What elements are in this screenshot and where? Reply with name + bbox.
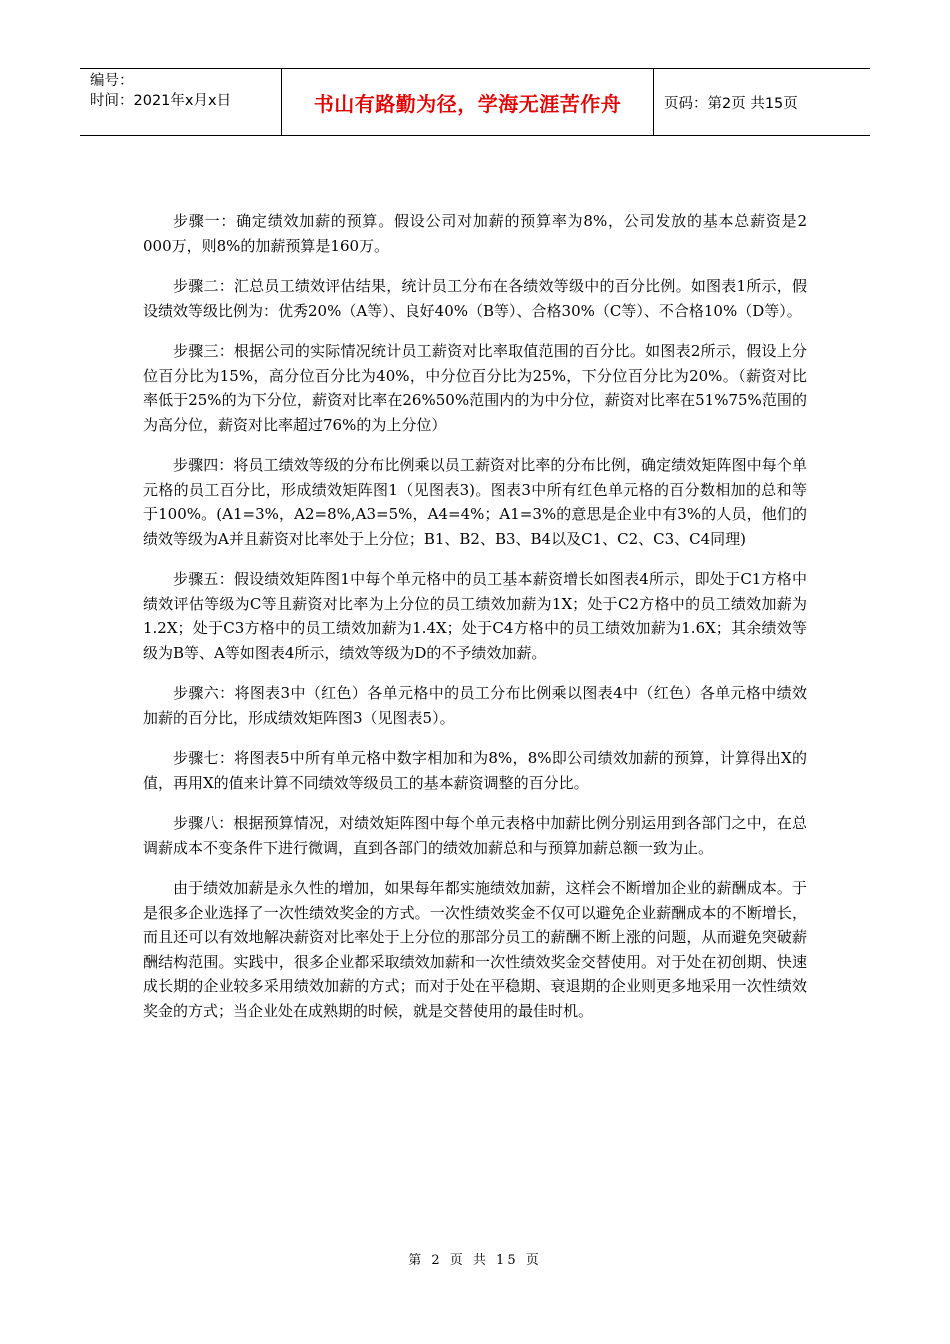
paragraph-step-3: 步骤三：根据公司的实际情况统计员工薪资对比率取值范围的百分比。如图表2所示，假设上分位百分比为15%，高分位百分比为40%，中分位百分比为25%，下分位百分比为20%。（薪资对比率低于25%的为下分位，薪资对比率在26%50%范围内的为中分位，薪资对比率在51%75%范围的为高分位，薪资对比率超过76%的为上分位）: [143, 342, 807, 434]
page-header: [80, 68, 870, 136]
document-body: [143, 209, 807, 1039]
paragraph-step-6: 步骤六：将图表3中（红色）各单元格中的员工分布比例乘以图表4中（红色）各单元格中绩效加薪的百分比，形成绩效矩阵图3（见图表5）。: [143, 684, 807, 727]
document-number-label: 编号：: [90, 73, 134, 89]
paragraph-step-1: 步骤一：确定绩效加薪的预算。假设公司对加薪的预算率为8%，公司发放的基本总薪资是2 000万，则8%的加薪预算是160万。: [143, 212, 807, 255]
document-date-label: 时间：2021年x月x日: [90, 93, 232, 109]
paragraph-conclusion: 由于绩效加薪是永久性的增加，如果每年都实施绩效加薪，这样会不断增加企业的薪酬成本。于是很多企业选择了一次性绩效奖金的方式。一次性绩效奖金不仅可以避免企业薪酬成本的不断增长，而且还可以有效地解决薪资对比率处于上分位的那部分员工的薪酬不断上涨的问题，从而避免突破薪酬结构范围。实践中，很多企业都采取绩效加薪和一次性绩效奖金交替使用。对于处在初创期、快速成长期的企业较多采用绩效加薪的方式；而对于处在平稳期、衰退期的企业则更多地采用一次性绩效奖金的方式；当企业处在成熟期的时候，就是交替使用的最佳时机。: [143, 879, 807, 1020]
header-page-label: 页码：第2页 共15页: [664, 95, 798, 112]
page-footer: 第 2 页 共 15 页: [408, 1253, 542, 1268]
paragraph-step-5: 步骤五：假设绩效矩阵图1中每个单元格中的员工基本薪资增长如图表4所示，即处于C1方格中绩效评估等级为C等且薪资对比率为上分位的员工绩效加薪为1X；处于C2方格中的员工绩效加薪为1.2X；处于C3方格中的员工绩效加薪为1.4X；处于C4方格中的员工绩效加薪为1.6X；其余绩效等级为B等、A等如图表4所示，绩效等级为D的不予绩效加薪。: [143, 570, 807, 662]
header-page-cell: [654, 69, 870, 135]
header-motto: 书山有路勤为径，学海无涯苦作舟: [313, 91, 622, 116]
header-meta: [80, 69, 282, 135]
header-motto-cell: [282, 69, 654, 135]
paragraph-step-4: 步骤四：将员工绩效等级的分布比例乘以员工薪资对比率的分布比例，确定绩效矩阵图中每个单元格的员工百分比，形成绩效矩阵图1（见图表3)。图表3中所有红色单元格的百分数相加的总和等于100%。(A1=3%，A2=8%,A3=5%，A4=4%；A1=3%的意思是企业中有3%的人员，他们的绩效等级为A并且薪资对比率处于上分位；B1、B2、B3、B4以及C1、C2、C3、C4同理): [143, 456, 807, 548]
paragraph-step-8: 步骤八：根据预算情况，对绩效矩阵图中每个单元表格中加薪比例分别运用到各部门之中，在总调薪成本不变条件下进行微调，直到各部门的绩效加薪总和与预算加薪总额一致为止。: [143, 814, 807, 857]
paragraph-step-7: 步骤七：将图表5中所有单元格中数字相加和为8%，8%即公司绩效加薪的预算，计算得出X的值，再用X的值来计算不同绩效等级员工的基本薪资调整的百分比。: [143, 749, 807, 792]
paragraph-step-2: 步骤二：汇总员工绩效评估结果，统计员工分布在各绩效等级中的百分比例。如图表1所示，假设绩效等级比例为：优秀20%（A等）、良好40%（B等）、合格30%（C等）、不合格10%（D等）。: [143, 277, 807, 320]
